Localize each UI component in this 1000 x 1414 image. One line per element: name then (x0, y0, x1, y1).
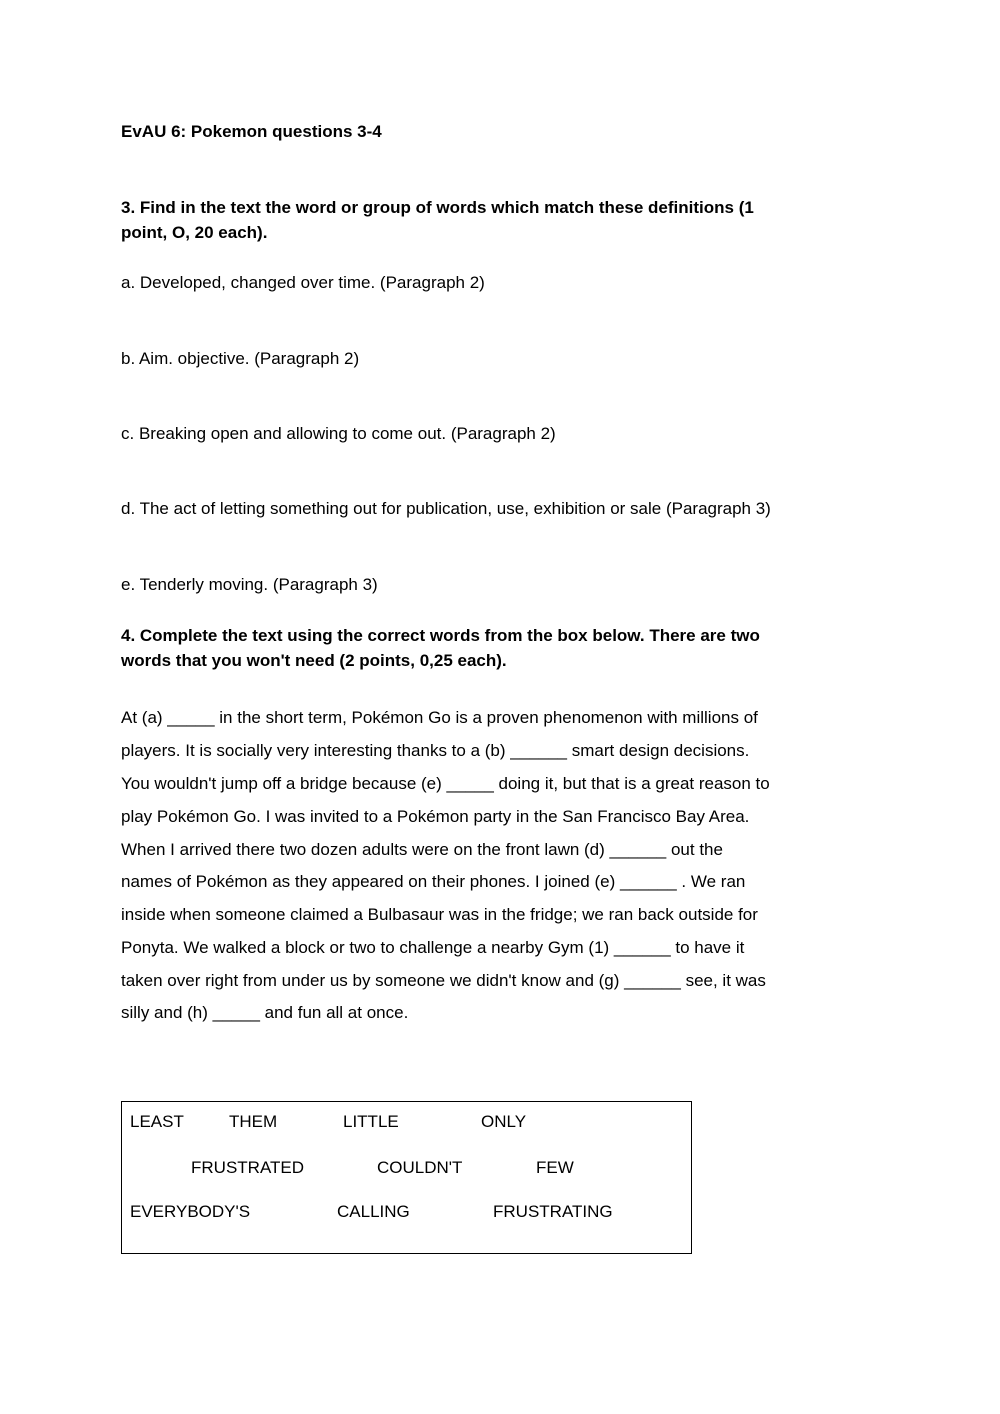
definition-item-a: a. Developed, changed over time. (Paragraph 2) (121, 273, 485, 292)
cloze-text-line: inside when someone claimed a Bulbasaur was in the fridge; we ran back outside for (121, 905, 758, 924)
word-bank-box (121, 1101, 692, 1254)
word-frustrated: FRUSTRATED (191, 1158, 305, 1177)
cloze-text-line: At (a) _____ in the short term, Pokémon Go is a proven phenomenon with millions of (121, 708, 758, 727)
word-only: ONLY (481, 1112, 527, 1131)
section3-heading-line-1: 3. Find in the text the word or group of words which match these definitions (1 (121, 198, 754, 217)
cloze-text-line: When I arrived there two dozen adults were on the front lawn (d) ______ out the (121, 840, 723, 859)
definition-item-c: c. Breaking open and allowing to come out. (Paragraph 2) (121, 424, 556, 443)
word-least: LEAST (130, 1112, 184, 1131)
cloze-text-line: names of Pokémon as they appeared on their phones. I joined (e) ______ . We ran (121, 872, 746, 891)
definition-item-e: e. Tenderly moving. (Paragraph 3) (121, 575, 378, 594)
word-few: FEW (536, 1158, 574, 1177)
definition-item-d: d. The act of letting something out for publication, use, exhibition or sale (Paragraph 3) (121, 499, 771, 518)
cloze-text-line: taken over right from under us by someone we didn't know and (g) ______ see, it was (121, 971, 766, 990)
word-frustrating: FRUSTRATING (493, 1202, 613, 1221)
word-little: LITTLE (343, 1112, 399, 1131)
cloze-text-line: play Pokémon Go. I was invited to a Pokémon party in the San Francisco Bay Area. (121, 807, 750, 826)
definition-item-b: b. Aim. objective. (Paragraph 2) (121, 349, 360, 368)
cloze-text-line: You wouldn't jump off a bridge because (e) _____ doing it, but that is a great reason to (121, 774, 770, 793)
word-calling: CALLING (337, 1202, 410, 1221)
section4-heading-line-2: words that you won't need (2 points, 0,25 each). (121, 651, 507, 670)
section3-heading-line-2: point, O, 20 each). (121, 223, 268, 242)
cloze-text-line: Ponyta. We walked a block or two to challenge a nearby Gym (1) ______ to have it (121, 938, 745, 957)
cloze-text-line: players. It is socially very interesting thanks to a (b) ______ smart design decisions. (121, 741, 750, 760)
section4-heading-line-1: 4. Complete the text using the correct words from the box below. There are two (121, 626, 760, 645)
cloze-text-line: silly and (h) _____ and fun all at once. (121, 1003, 409, 1022)
page-title: EvAU 6: Pokemon questions 3-4 (121, 122, 382, 141)
word-couldnt: COULDN'T (377, 1158, 463, 1177)
word-them: THEM (229, 1112, 278, 1131)
word-everybodys: EVERYBODY'S (130, 1202, 251, 1221)
